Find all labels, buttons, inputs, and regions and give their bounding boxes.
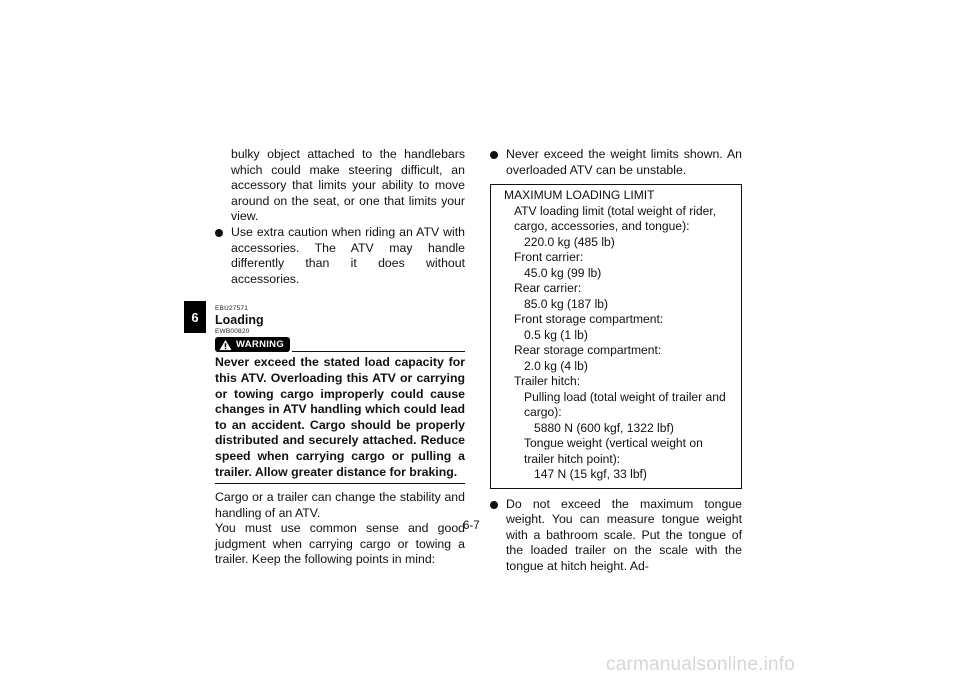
bullet-dot-icon bbox=[490, 151, 498, 159]
bullet-limits-text: Never exceed the weight limits shown. An overloaded ATV can be unstable. bbox=[506, 147, 742, 177]
pulling-load-value: 5880 N (600 kgf, 1322 lbf) bbox=[534, 420, 674, 435]
rear-carrier-value: 85.0 kg (187 lb) bbox=[524, 296, 609, 311]
warning-code: EWB00820 bbox=[215, 328, 250, 336]
tongue-weight-label: Tongue weight (vertical weight on trailer hitch point): bbox=[524, 436, 703, 466]
warning-triangle-icon bbox=[219, 339, 232, 351]
limit-box-title: MAXIMUM LOADING LIMIT bbox=[504, 188, 655, 203]
loading-limit-box bbox=[490, 184, 742, 489]
rear-storage-label: Rear storage compartment: bbox=[514, 343, 662, 358]
atv-limit-value: 220.0 kg (485 lb) bbox=[524, 234, 615, 249]
warning-badge bbox=[215, 337, 290, 352]
left-column bbox=[215, 147, 465, 568]
atv-limit-label: ATV loading limit (total weight of rider, cargo, accessories, and tongue): bbox=[514, 203, 717, 234]
front-storage-label: Front storage compartment: bbox=[514, 312, 664, 327]
para-stability: Cargo or a trailer can change the stability and handling of an ATV. bbox=[215, 490, 465, 520]
front-storage-value: 0.5 kg (1 lb) bbox=[524, 327, 588, 342]
trailer-hitch-label: Trailer hitch: bbox=[514, 374, 581, 389]
bullet-tongue-text: Do not exceed the maximum tongue weight. You can measure tongue weight with a bathroom scale. Put the tongue of the loaded trailer on the scale with the tongue at hitch height. Ad- bbox=[506, 496, 742, 574]
warning-text: Never exceed the stated load capacity for this ATV. Overloading this ATV or carrying or towing cargo improperly could cause changes in ATV handling which could lead to an accident. Cargo should be properly distributed and securely attached. Reduce speed when carrying cargo or pulling a trailer. Allow greater distance for braking. bbox=[215, 355, 465, 484]
watermark: carmanualsonline.info bbox=[606, 654, 796, 675]
tongue-weight-value: 147 N (15 kgf, 33 lbf) bbox=[534, 467, 647, 482]
pulling-load-label: Pulling load (total weight of trailer and cargo): bbox=[524, 389, 726, 420]
section-code: EBU27571 bbox=[215, 305, 249, 313]
front-carrier-label: Front carrier: bbox=[514, 250, 584, 265]
rear-carrier-label: Rear carrier: bbox=[514, 281, 582, 296]
para-judgment: You must use common sense and good judgment when carrying cargo or towing a trailer. Keep the following points in mind: bbox=[215, 521, 465, 567]
chapter-tab: 6 bbox=[184, 301, 206, 333]
bullet-dot-icon bbox=[215, 229, 223, 237]
intro-paragraph: bulky object attached to the handlebars which could make steering difficult, an accessory that limits your ability to move around on the seat, or one that limits your view. bbox=[231, 147, 465, 224]
section-title: Loading bbox=[215, 313, 264, 328]
warning-header bbox=[215, 337, 465, 352]
bullet-tongue bbox=[490, 497, 742, 575]
warning-label: WARNING bbox=[236, 339, 285, 351]
bullet-dot-icon bbox=[490, 501, 498, 509]
page-number: 6-7 bbox=[463, 520, 480, 532]
right-column bbox=[490, 147, 742, 575]
warning-rule bbox=[292, 351, 465, 352]
rear-storage-value: 2.0 kg (4 lb) bbox=[524, 358, 588, 373]
front-carrier-value: 45.0 kg (99 lb) bbox=[524, 265, 602, 280]
bullet-limits bbox=[490, 147, 742, 178]
bullet-accessories-text: Use extra caution when riding an ATV with accessories. The ATV may handle differently than it does without accessories. bbox=[231, 224, 465, 286]
bullet-accessories bbox=[215, 225, 465, 287]
